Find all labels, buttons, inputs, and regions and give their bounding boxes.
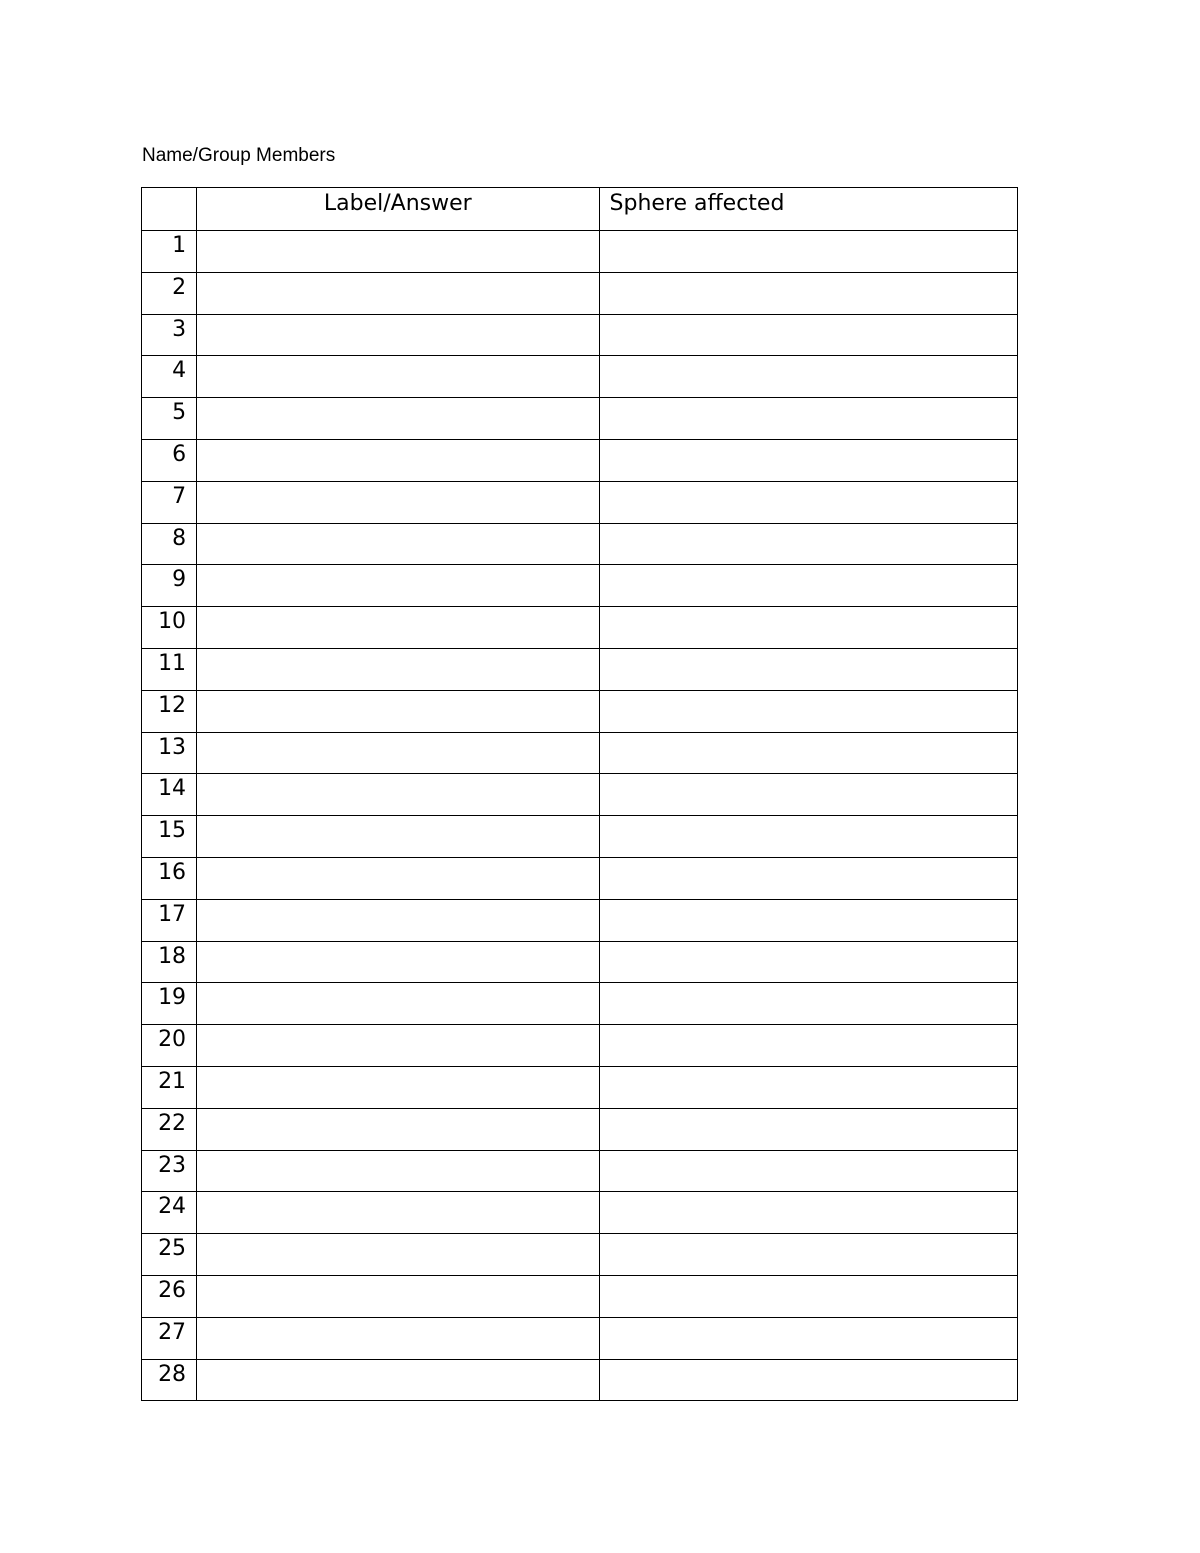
label-answer-cell[interactable] [197, 439, 599, 481]
label-answer-cell[interactable] [197, 231, 599, 273]
table-row [142, 1192, 1018, 1234]
row-number: 15 [142, 816, 197, 858]
label-answer-cell[interactable] [197, 481, 599, 523]
sphere-affected-cell[interactable] [599, 816, 1017, 858]
row-number: 16 [142, 857, 197, 899]
label-answer-cell[interactable] [197, 1234, 599, 1276]
sphere-affected-cell[interactable] [599, 899, 1017, 941]
sphere-affected-cell[interactable] [599, 1317, 1017, 1359]
table-row [142, 899, 1018, 941]
table-header-row [142, 188, 1018, 231]
header-number [142, 188, 197, 231]
row-number: 19 [142, 983, 197, 1025]
label-answer-cell[interactable] [197, 1359, 599, 1401]
row-number: 11 [142, 648, 197, 690]
sphere-affected-cell[interactable] [599, 314, 1017, 356]
label-answer-cell[interactable] [197, 1066, 599, 1108]
label-answer-cell[interactable] [197, 857, 599, 899]
label-answer-cell[interactable] [197, 398, 599, 440]
row-number: 20 [142, 1025, 197, 1067]
row-number: 28 [142, 1359, 197, 1401]
row-number: 12 [142, 690, 197, 732]
label-answer-cell[interactable] [197, 1025, 599, 1067]
table-row [142, 398, 1018, 440]
table-body [142, 231, 1018, 1401]
sphere-affected-cell[interactable] [599, 857, 1017, 899]
sphere-affected-cell[interactable] [599, 1025, 1017, 1067]
label-answer-cell[interactable] [197, 523, 599, 565]
sphere-affected-cell[interactable] [599, 1359, 1017, 1401]
row-number: 21 [142, 1066, 197, 1108]
page-heading: Name/Group Members [142, 145, 336, 166]
row-number: 27 [142, 1317, 197, 1359]
label-answer-cell[interactable] [197, 1317, 599, 1359]
table-row [142, 983, 1018, 1025]
label-answer-cell[interactable] [197, 1192, 599, 1234]
table-row [142, 1275, 1018, 1317]
header-sphere-affected: Sphere affected [599, 188, 1017, 231]
table-row [142, 607, 1018, 649]
sphere-affected-cell[interactable] [599, 1066, 1017, 1108]
sphere-affected-cell[interactable] [599, 481, 1017, 523]
sphere-affected-cell[interactable] [599, 607, 1017, 649]
sphere-affected-cell[interactable] [599, 523, 1017, 565]
row-number: 3 [142, 314, 197, 356]
sphere-affected-cell[interactable] [599, 565, 1017, 607]
sphere-affected-cell[interactable] [599, 231, 1017, 273]
label-answer-cell[interactable] [197, 1150, 599, 1192]
table-row [142, 481, 1018, 523]
row-number: 25 [142, 1234, 197, 1276]
sphere-affected-cell[interactable] [599, 1108, 1017, 1150]
row-number: 17 [142, 899, 197, 941]
table-row [142, 523, 1018, 565]
label-answer-cell[interactable] [197, 899, 599, 941]
row-number: 7 [142, 481, 197, 523]
label-answer-cell[interactable] [197, 732, 599, 774]
sphere-affected-cell[interactable] [599, 1192, 1017, 1234]
table-row [142, 1150, 1018, 1192]
row-number: 22 [142, 1108, 197, 1150]
row-number: 9 [142, 565, 197, 607]
table-row [142, 648, 1018, 690]
table-row [142, 732, 1018, 774]
row-number: 26 [142, 1275, 197, 1317]
row-number: 2 [142, 272, 197, 314]
row-number: 18 [142, 941, 197, 983]
table-row [142, 565, 1018, 607]
label-answer-cell[interactable] [197, 356, 599, 398]
row-number: 14 [142, 774, 197, 816]
sphere-affected-cell[interactable] [599, 356, 1017, 398]
sphere-affected-cell[interactable] [599, 690, 1017, 732]
sphere-affected-cell[interactable] [599, 941, 1017, 983]
label-answer-cell[interactable] [197, 648, 599, 690]
label-answer-cell[interactable] [197, 1108, 599, 1150]
label-answer-cell[interactable] [197, 774, 599, 816]
sphere-affected-cell[interactable] [599, 1150, 1017, 1192]
answer-table [141, 187, 1018, 1401]
label-answer-cell[interactable] [197, 272, 599, 314]
table-row [142, 941, 1018, 983]
table-row [142, 857, 1018, 899]
label-answer-cell[interactable] [197, 941, 599, 983]
header-label-answer: Label/Answer [197, 188, 599, 231]
sphere-affected-cell[interactable] [599, 1234, 1017, 1276]
label-answer-cell[interactable] [197, 607, 599, 649]
label-answer-cell[interactable] [197, 565, 599, 607]
table-row [142, 314, 1018, 356]
table-row [142, 816, 1018, 858]
table-row [142, 774, 1018, 816]
row-number: 23 [142, 1150, 197, 1192]
sphere-affected-cell[interactable] [599, 648, 1017, 690]
row-number: 13 [142, 732, 197, 774]
row-number: 24 [142, 1192, 197, 1234]
row-number: 8 [142, 523, 197, 565]
label-answer-cell[interactable] [197, 816, 599, 858]
row-number: 5 [142, 398, 197, 440]
table-row [142, 439, 1018, 481]
table-row [142, 272, 1018, 314]
sphere-affected-cell[interactable] [599, 732, 1017, 774]
row-number: 6 [142, 439, 197, 481]
sphere-affected-cell[interactable] [599, 1275, 1017, 1317]
label-answer-cell[interactable] [197, 690, 599, 732]
table-row [142, 1108, 1018, 1150]
row-number: 10 [142, 607, 197, 649]
table-row [142, 690, 1018, 732]
row-number: 1 [142, 231, 197, 273]
label-answer-cell[interactable] [197, 983, 599, 1025]
table-row [142, 1359, 1018, 1401]
row-number: 4 [142, 356, 197, 398]
table-row [142, 231, 1018, 273]
table-row [142, 1066, 1018, 1108]
table-row [142, 1025, 1018, 1067]
table-row [142, 1234, 1018, 1276]
label-answer-cell[interactable] [197, 1275, 599, 1317]
sphere-affected-cell[interactable] [599, 439, 1017, 481]
sphere-affected-cell[interactable] [599, 774, 1017, 816]
label-answer-cell[interactable] [197, 314, 599, 356]
sphere-affected-cell[interactable] [599, 398, 1017, 440]
table-row [142, 356, 1018, 398]
sphere-affected-cell[interactable] [599, 983, 1017, 1025]
table-row [142, 1317, 1018, 1359]
sphere-affected-cell[interactable] [599, 272, 1017, 314]
